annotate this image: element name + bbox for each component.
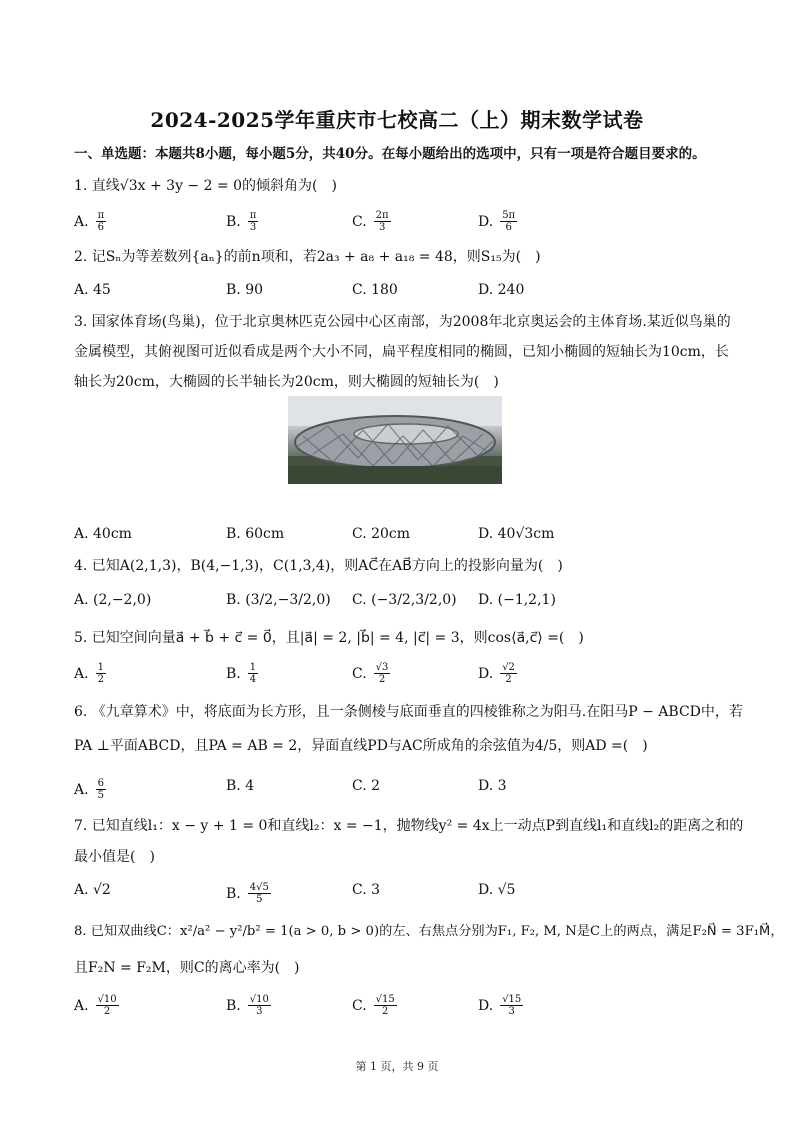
- question-2-stem: 2. 记Sₙ为等差数列{aₙ}的前n项和，若2a₃ + a₈ + a₁₈ = 48，则S₁₅为( ): [74, 249, 541, 265]
- q5-option-a: A. $\frac{1}{2}$: [74, 662, 104, 685]
- question-3-line-2: 金属模型，其俯视图可近似看成是两个大小不同，扁平程度相同的椭圆，已知小椭圆的短轴长为10cm，长: [74, 344, 729, 360]
- q4-option-c: C. (−3/2,3/2,0): [352, 592, 457, 608]
- q7-option-d: D. √5: [478, 882, 516, 898]
- question-3-line-3: 轴长为20cm，大椭圆的长半轴长为20cm，则大椭圆的短轴长为( ): [74, 374, 499, 390]
- q1-option-a: A. $\frac{\pi}{6}$: [74, 210, 105, 233]
- question-1-stem: 1. 直线√3x + 3y − 2 = 0的倾斜角为( ): [74, 178, 337, 194]
- question-7-line-1: 7. 已知直线l₁：x − y + 1 = 0和直线l₂：x = −1，抛物线y² = 4x上一动点P到直线l₁和直线l₂的距离之和的: [74, 818, 744, 834]
- q7-option-c: C. 3: [352, 882, 381, 898]
- question-8-options: [74, 994, 734, 1022]
- question-5-stem: 5. 已知空间向量a⃗ + b⃗ + c⃗ = 0⃗，且|a⃗| = 2, |b⃗| = 4, |c⃗| = 3，则cos⟨a⃗,c⃗⟩ =( ): [74, 630, 584, 646]
- page-footer: 第 1 页，共 9 页: [355, 1060, 439, 1073]
- q1-option-b: B. $\frac{\pi}{3}$: [226, 210, 257, 233]
- q2-option-a: A. 45: [74, 282, 111, 298]
- q5-option-c: C. $\frac{√3}{2}$: [352, 662, 389, 685]
- question-8-line-2: 且F₂N = F₂M，则C的离心率为( ): [74, 960, 300, 976]
- q3-option-a: A. 40cm: [74, 526, 132, 542]
- question-3-options: [74, 526, 734, 554]
- section-heading: 一、单选题：本题共8小题，每小题5分，共40分。在每小题给出的选项中，只有一项是符合题目要求的。: [74, 146, 706, 162]
- birds-nest-stadium-image: [288, 396, 502, 484]
- q6-option-d: D. 3: [478, 778, 507, 794]
- q4-option-b: B. (3/2,−3/2,0): [226, 592, 331, 608]
- question-6-options: [74, 778, 734, 806]
- q7-option-b: B. $\frac{4√5}{5}$: [226, 882, 269, 905]
- question-8-line-1: 8. 已知双曲线C：x²/a² − y²/b² = 1(a > 0, b > 0)的左、右焦点分别为F₁, F₂, M, N是C上的两点，满足F₂N⃗ = 3F₁M⃗，: [74, 924, 784, 939]
- q8-option-a: A. $\frac{√10}{2}$: [74, 994, 117, 1017]
- question-6-line-1: 6. 《九章算术》中，将底面为长方形，且一条侧棱与底面垂直的四棱锥称之为阳马.在阳马P − ABCD中，若: [74, 704, 743, 720]
- q8-option-b: B. $\frac{√10}{3}$: [226, 994, 269, 1017]
- question-1-options: [74, 210, 734, 238]
- q3-option-c: C. 20cm: [352, 526, 411, 542]
- q5-option-b: B. $\frac{1}{4}$: [226, 662, 257, 685]
- q6-option-a: A. $\frac{6}{5}$: [74, 778, 104, 801]
- q4-option-a: A. (2,−2,0): [74, 592, 152, 608]
- question-7-options: [74, 882, 734, 910]
- q1-option-c: C. $\frac{2\pi}{3}$: [352, 210, 389, 233]
- question-2-options: [74, 282, 734, 310]
- q6-option-c: C. 2: [352, 778, 381, 794]
- question-4-stem: 4. 已知A(2,1,3)，B(4,−1,3)，C(1,3,4)，则AC⃗在AB⃗方向上的投影向量为( ): [74, 558, 563, 574]
- question-3-line-1: 3. 国家体育场(鸟巢)，位于北京奥林匹克公园中心区南部，为2008年北京奥运会的主体育场.某近似鸟巢的: [74, 314, 731, 330]
- q2-option-c: C. 180: [352, 282, 398, 298]
- question-7-line-2: 最小值是( ): [74, 849, 155, 865]
- q4-option-d: D. (−1,2,1): [478, 592, 556, 608]
- q2-option-b: B. 90: [226, 282, 264, 298]
- page-title: 2024-2025学年重庆市七校高二（上）期末数学试卷: [150, 108, 644, 132]
- q2-option-d: D. 240: [478, 282, 525, 298]
- question-4-options: [74, 592, 734, 620]
- q5-option-d: D. $\frac{√2}{2}$: [478, 662, 515, 685]
- question-5-options: [74, 662, 734, 690]
- q6-option-b: B. 4: [226, 778, 255, 794]
- q1-option-d: D. $\frac{5\pi}{6}$: [478, 210, 516, 233]
- q3-option-d: D. 40√3cm: [478, 526, 555, 542]
- question-6-line-2: PA ⊥平面ABCD，且PA = AB = 2，异面直线PD与AC所成角的余弦值为4/5，则AD =( ): [74, 738, 648, 754]
- q3-option-b: B. 60cm: [226, 526, 285, 542]
- q8-option-c: C. $\frac{√15}{2}$: [352, 994, 395, 1017]
- q8-option-d: D. $\frac{√15}{3}$: [478, 994, 522, 1017]
- stadium-illustration: [288, 396, 502, 484]
- q7-option-a: A. √2: [74, 882, 111, 898]
